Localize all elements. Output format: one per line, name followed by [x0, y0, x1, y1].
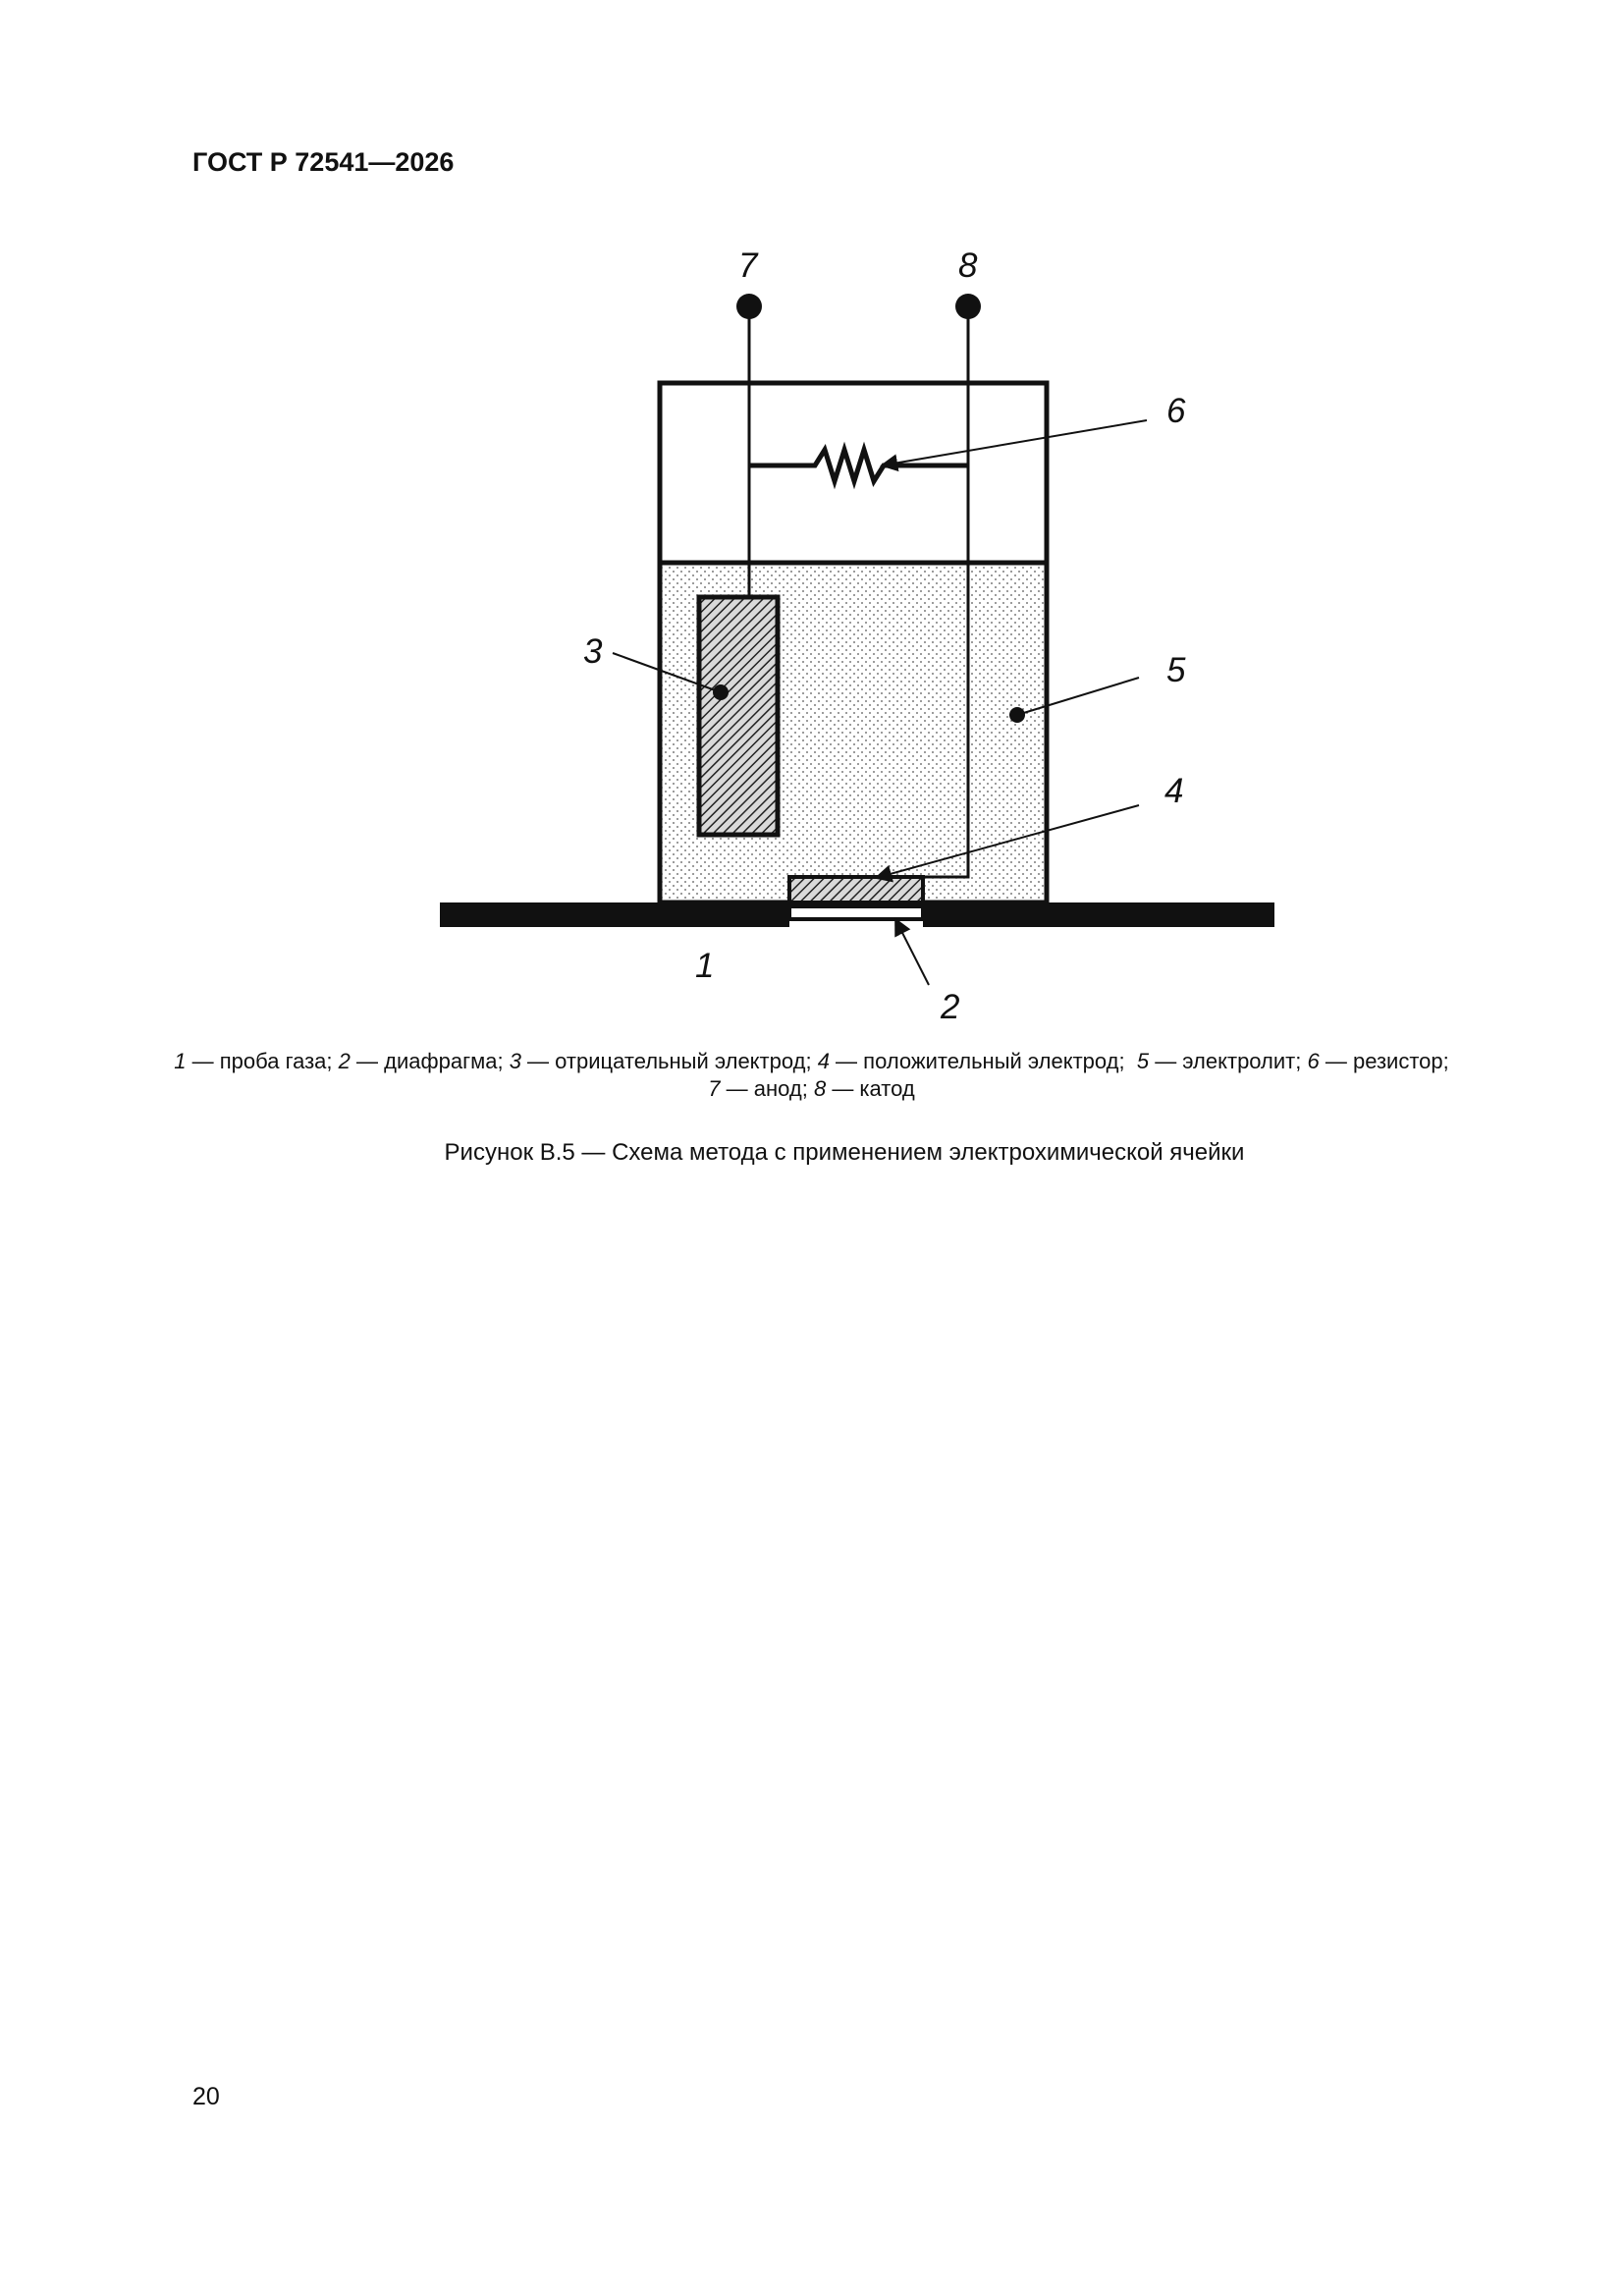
base-plate-left — [440, 902, 789, 927]
label-6: 6 — [1166, 392, 1186, 430]
label-7: 7 — [738, 246, 758, 285]
electrochemical-cell-diagram — [0, 0, 1623, 1080]
legend-line-2 — [147, 1075, 1476, 1103]
legend-item: 1 — проба газа; — [174, 1049, 339, 1073]
legend-item: 4 — положительный электрод; — [817, 1049, 1137, 1073]
page-number: 20 — [192, 2083, 220, 2110]
diaphragm — [789, 906, 923, 919]
cathode-terminal — [955, 294, 981, 319]
label-3: 3 — [583, 632, 603, 671]
figure-caption: Рисунок В.5 — Схема метода с применением электрохимической ячейки — [444, 1139, 1245, 1166]
document-header: ГОСТ Р 72541—2026 — [192, 147, 455, 177]
figure-legend — [147, 1048, 1476, 1103]
negative-electrode — [699, 597, 778, 835]
positive-electrode — [789, 877, 923, 902]
label-2: 2 — [941, 988, 960, 1026]
legend-item: 7 — анод; — [708, 1076, 814, 1101]
legend-item: 8 — катод — [813, 1076, 915, 1101]
leader-3-dot — [713, 684, 729, 700]
legend-item: 3 — отрицательный электрод; — [509, 1049, 818, 1073]
legend-item: 2 — диафрагма; — [338, 1049, 510, 1073]
leader-5-dot — [1009, 707, 1025, 723]
anode-terminal — [736, 294, 762, 319]
label-1: 1 — [695, 947, 715, 985]
base-plate-right — [923, 902, 1274, 927]
leader-6 — [882, 420, 1147, 465]
label-5: 5 — [1166, 651, 1186, 689]
legend-item: 6 — резистор; — [1307, 1049, 1449, 1073]
legend-item: 5 — электролит; — [1136, 1049, 1308, 1073]
leader-2 — [895, 919, 929, 985]
label-4: 4 — [1164, 772, 1184, 810]
resistor — [749, 450, 968, 481]
legend-line-1 — [147, 1048, 1476, 1075]
label-8: 8 — [958, 246, 978, 285]
